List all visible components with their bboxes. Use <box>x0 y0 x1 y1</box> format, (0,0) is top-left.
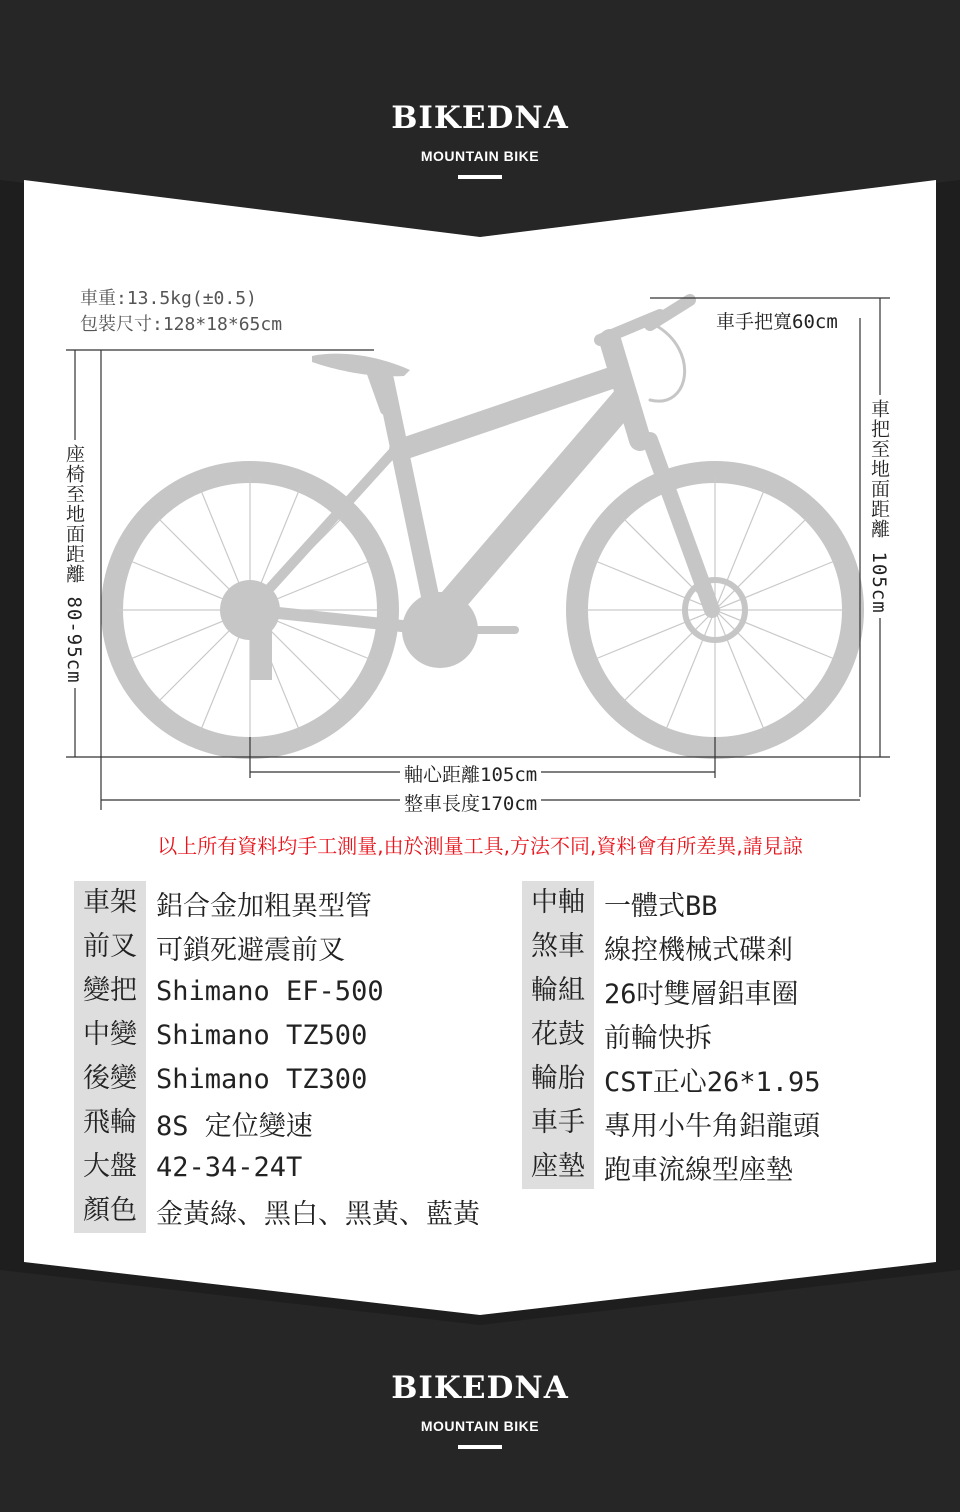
spec-key: 花鼓 <box>522 1013 594 1057</box>
spec-value: 跑車流線型座墊 <box>604 1154 793 1186</box>
chainring <box>402 592 478 668</box>
spec-row <box>522 1013 712 1057</box>
spec-value: 一體式BB <box>604 890 718 922</box>
saddle <box>312 354 410 377</box>
spec-key: 輪胎 <box>522 1057 594 1101</box>
spec-key: 中變 <box>74 1013 146 1057</box>
spec-key: 座墊 <box>522 1145 594 1189</box>
brand-subtitle: MOUNTAIN BIKE <box>420 148 540 164</box>
footer-brand <box>0 1370 960 1449</box>
spec-row <box>522 1145 793 1189</box>
spec-value: 鋁合金加粗異型管 <box>156 890 372 922</box>
spec-value: Shimano TZ300 <box>156 1063 368 1095</box>
spec-value: 專用小牛角鋁龍頭 <box>604 1110 820 1142</box>
spec-row <box>74 1057 367 1101</box>
handlebar-width-label: 車手把寬60cm <box>712 307 842 334</box>
spec-key: 車手 <box>522 1101 594 1145</box>
spec-value: Shimano EF-500 <box>156 975 384 1007</box>
spec-key: 大盤 <box>74 1145 146 1189</box>
spec-key: 中軸 <box>522 881 594 925</box>
spec-value: 26吋雙層鋁車圈 <box>604 978 799 1010</box>
spec-row <box>522 925 793 969</box>
spec-key: 後變 <box>74 1057 146 1101</box>
spec-row <box>522 969 799 1013</box>
brand-title: BIKEDNA <box>391 100 569 136</box>
package-size-note: 包裝尺寸:128*18*65cm <box>80 314 283 335</box>
spec-value: 前輪快拆 <box>604 1022 712 1054</box>
spec-row <box>522 1057 821 1101</box>
spec-key: 輪組 <box>522 969 594 1013</box>
spec-value: CST正心26*1.95 <box>604 1066 821 1098</box>
spec-row <box>74 925 345 969</box>
handlebar-height-label: 車把至地面距離 105cm <box>866 395 893 618</box>
total-length-label: 整車長度170cm <box>400 789 541 816</box>
spec-row <box>74 969 384 1013</box>
spec-value: 42-34-24T <box>156 1151 303 1183</box>
spec-row <box>522 1101 820 1145</box>
seat-height-label: 座椅至地面距離 80-95cm <box>61 440 88 688</box>
spec-row <box>74 881 372 925</box>
spec-value: 8S 定位變速 <box>156 1110 313 1142</box>
spec-row <box>74 1145 302 1189</box>
weight-note: 車重:13.5kg(±0.5) <box>80 288 257 309</box>
footer-brand-underline <box>458 1445 502 1449</box>
spec-value: 金黃綠、黑白、黑黃、藍黃 <box>156 1198 480 1230</box>
spec-value: 可鎖死避震前叉 <box>156 934 345 966</box>
spec-key: 煞車 <box>522 925 594 969</box>
wheelbase-label: 軸心距離105cm <box>400 760 541 787</box>
spec-key: 車架 <box>74 881 146 925</box>
spec-key: 前叉 <box>74 925 146 969</box>
spec-key: 變把 <box>74 969 146 1013</box>
spec-row <box>74 1101 313 1145</box>
footer-brand-subtitle: MOUNTAIN BIKE <box>420 1418 540 1434</box>
spec-value: Shimano TZ500 <box>156 1019 368 1051</box>
footer-brand-title: BIKEDNA <box>391 1370 569 1406</box>
spec-row <box>74 1189 480 1233</box>
spec-key: 顏色 <box>74 1189 146 1233</box>
spec-row <box>74 1013 367 1057</box>
spec-value: 線控機械式碟剎 <box>604 934 793 966</box>
measurement-notice: 以上所有資料均手工測量,由於測量工具,方法不同,資料會有所差異,請見諒 <box>157 834 803 858</box>
spec-key: 飛輪 <box>74 1101 146 1145</box>
spec-row <box>522 881 718 925</box>
